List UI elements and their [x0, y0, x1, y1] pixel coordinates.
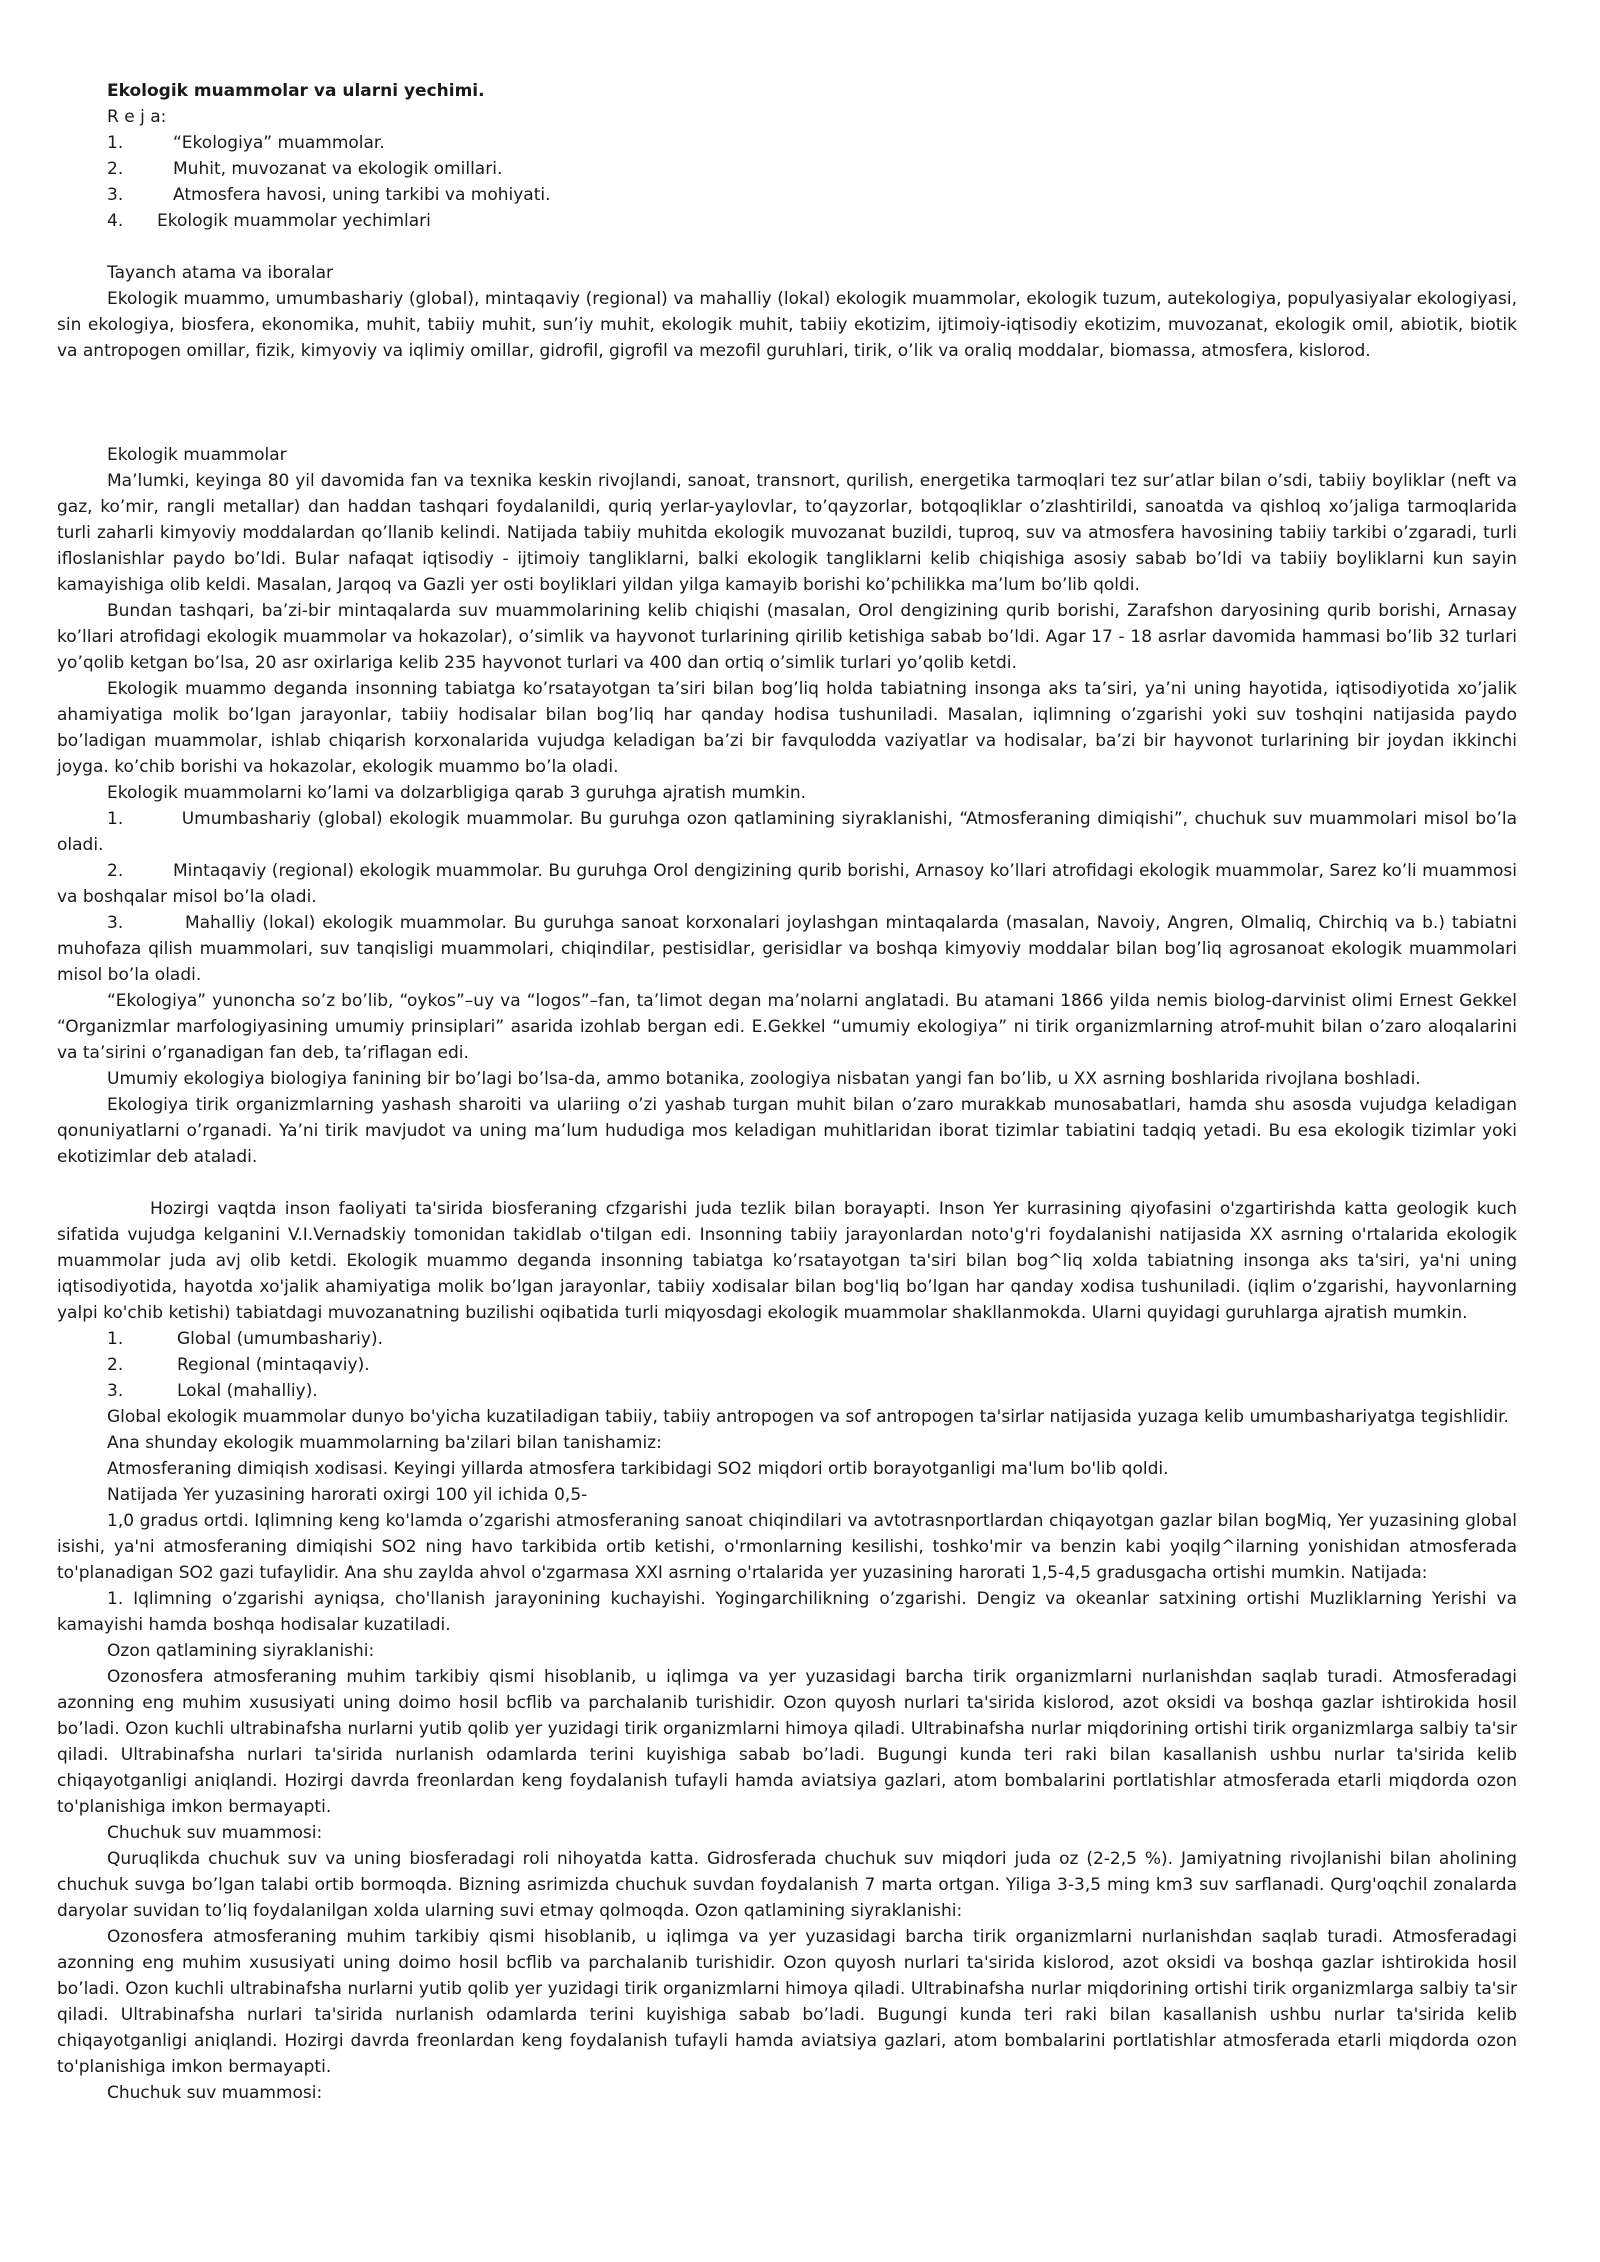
scale-item	[57, 1326, 1517, 1352]
paragraph: Ozonosfera atmosferaning muhim tarkibiy qismi hisoblanib, u iqlimga va yer yuzasidagi barcha tirik organizmlarni nurlanishdan saqlab turadi. Atmosferadagi azonning eng muhim xususiyati uning doimo hosil bcflib va parchalanib turishidir. Ozon quyosh nurlari ta'sirida kislorod, azot oksidi va boshqa gazlar ishtirokida hosil bo’ladi. Ozon kuchli ultrabinafsha nurlarni yutib qolib yer yuzidagi tirik organizmlarni himoya qiladi. Ultrabinafsha nurlar miqdorining ortishi tirik organizmlarga salbiy ta'sir qiladi. Ultrabinafsha nurlari ta'sirida nurlanish odamlarda terini kuyishiga sabab bo’ladi. Bugungi kunda teri raki bilan kasallanish ushbu nurlar ta'sirida kelib chiqayotganligi aniqlandi. Hozirgi davrda freonlardan keng foydalanish tufayli hamda aviatsiya gazlari, atom bombalarini portlatishlar atmosferada etarli miqdorda ozon to'planishiga imkon bermayapti.	[57, 1667, 1517, 1817]
paragraph: Ekologik muammo deganda insonning tabiatga ko’rsatayotgan ta’siri bilan bog’liq holda tabiatning insonga aks ta’siri, ya’ni uning hayotida, iqtisodiyotida xo’jalik ahamiyatiga molik bo’lgan jarayonlar, tabiiy hodisalar bilan bog’liq har qanday hodisa tushuniladi. Masalan, iqlimning o’zgarishi yoki suv toshqini natijasida paydo bo’ladigan muammolar, ishlab chiqarish korxonalarida vujudga keladigan ba’zi bir favqulodda vaziyatlar va hodisalar, ba’zi bir hayvonot turlarining bir joydan ikkinchi joyga. ko’chib borishi va hokazolar, ekologik muammo bo’la oladi.	[57, 679, 1517, 777]
scale-item-text: Lokal (mahalliy).	[177, 1381, 318, 1401]
paragraph: Ana shunday ekologik muammolarning ba'zilari bilan tanishamiz:	[107, 1433, 662, 1453]
reja-item-text: Muhit, muvozanat va ekologik omillari.	[173, 159, 503, 179]
reja-item-num: 2.	[107, 159, 124, 179]
reja-item-num: 1.	[107, 133, 124, 153]
scale-item	[57, 1378, 1517, 1404]
reja-label: R e j a:	[107, 107, 167, 127]
reja-item-num: 3.	[107, 185, 124, 205]
paragraph: 1. Iqlimning o’zgarishi ayniqsa, cho'llanish jarayonining kuchayishi. Yogingarchilikning o’zgarishi. Dengiz va okeanlar satxining ortishi Muzliklarning Yerishi va kamayishi hamda boshqa hodisalar kuzatiladi.	[57, 1589, 1517, 1635]
tayanch-text: Ekologik muammo, umumbashariy (global), mintaqaviy (regional) va mahalliy (lokal) ekologik muammolar, ekologik tuzum, autekologiya, populyasiyalar ekologiyasi, sin ekologiya, biosfera, ekonomika, muhit, tabiiy muhit, sun’iy muhit, ekologik muhit, tabiiy ekotizim, ijtimoiy-iqtisodiy ekotizim, muvozanat, ekologik omil, abiotik, biotik va antropogen omillar, fizik, kimyoviy va iqlimiy omillar, gidrofil, gigrofil va mezofil guruhlari, tirik, o’lik va oraliq moddalar, biomassa, atmosfera, kislorod.	[57, 289, 1517, 361]
reja-item	[57, 130, 1517, 156]
group-item	[57, 910, 1517, 988]
scale-item-num: 1.	[107, 1329, 124, 1349]
paragraph: Atmosferaning dimiqish xodisasi. Keyingi yillarda atmosfera tarkibidagi SO2 miqdori ortib borayotganligi ma'lum bo'lib qoldi.	[107, 1459, 1169, 1479]
group-item	[57, 806, 1517, 858]
paragraph: 1,0 gradus ortdi. Iqlimning keng ko'lamda o’zgarishi atmosferaning sanoat chiqindilari va avtotrasnportlardan chiqayotgan gazlar bilan bogMiq, Yer yuzasining global isishi, ya'ni atmosferaning dimiqishi SO2 ning havo tarkibida ortib ketishi, o'rmonlarning kesilishi, toshko'mir va benzin kabi yoqilg^ilarning yonishidan atmosferada to'planadigan SO2 gazi tufaylidir. Ana shu zaylda ahvol o'zgarmasa XXI asrning o'rtalarida yer yuzasining harorati 1,5-4,5 gradusgacha ortishi mumkin. Natijada:	[57, 1511, 1517, 1583]
paragraph: Ozonosfera atmosferaning muhim tarkibiy qismi hisoblanib, u iqlimga va yer yuzasidagi barcha tirik organizmlarni nurlanishdan saqlab turadi. Atmosferadagi azonning eng muhim xususiyati uning doimo hosil bcflib va parchalanib turishidir. Ozon quyosh nurlari ta'sirida kislorod, azot oksidi va boshqa gazlar ishtirokida hosil bo’ladi. Ozon kuchli ultrabinafsha nurlarni yutib qolib yer yuzidagi tirik organizmlarni himoya qiladi. Ultrabinafsha nurlar miqdorining ortishi tirik organizmlarga salbiy ta'sir qiladi. Ultrabinafsha nurlari ta'sirida nurlanish odamlarda terini kuyishiga sabab bo’ladi. Bugungi kunda teri raki bilan kasallanish ushbu nurlar ta'sirida kelib chiqayotganligi aniqlandi. Hozirgi davrda freonlardan keng foydalanish tufayli hamda aviatsiya gazlari, atom bombalarini portlatishlar atmosferada etarli miqdorda ozon to'planishiga imkon bermayapti.	[57, 1927, 1517, 2077]
group-item-num: 3.	[107, 913, 124, 933]
group-item	[57, 858, 1517, 910]
scale-item-num: 2.	[107, 1355, 124, 1375]
reja-item-num: 4.	[107, 211, 124, 231]
paragraph: Quruqlikda chuchuk suv va uning biosferadagi roli nihoyatda katta. Gidrosferada chuchuk suv miqdori juda oz (2-2,5 %). Jamiyatning rivojlanishi bilan aholining chuchuk suvga bo’lgan talabi ortib bormoqda. Bizning asrimizda chuchuk suvdan foydalanish 7 marta ortgan. Yiliga 3-3,5 ming km3 suv sarflanadi. Qurg'oqchil zonalarda daryolar suvidan to’liq foydalanilgan xolda ularning suvi etmay qolmoqda. Ozon qatlamining siyraklanishi:	[57, 1849, 1517, 1921]
paragraph: Hozirgi vaqtda inson faoliyati ta'sirida biosferaning cfzgarishi juda tezlik bilan borayapti. Inson Yer kurrasining qiyofasini o'zgartirishda katta geologik kuch sifatida vujudga kelganini V.I.Vernadskiy tomonidan takidlab o'tilgan edi. Insonning tabiiy jarayonlardan noto'g'ri foydalanishi natijasida XX asrning o'rtalarida ekologik muammolar juda avj olib ketdi. Ekologik muammo deganda insonning tabiatga ko’rsatayotgan ta'siri bilan bog^liq xolda tabiatning insonga aks ta'siri, ya'ni uning iqtisodiyotida, hayotda xo'jalik ahamiyatiga molik bo’lgan jarayonlar, tabiiy xodisalar bilan bog'liq bo’lgan har qanday xodisa tushuniladi. (iqlim o’zgarishi, hayvonlarning yalpi ko'chib ketishi) tabiatdagi muvozanatning buzilishi oqibatida turli miqyosdagi ekologik muammolar shakllanmokda. Ularni quyidagi guruhlarga ajratish mumkin.	[57, 1199, 1517, 1323]
paragraph: Ekologik muammolarni ko’lami va dolzarbligiga qarab 3 guruhga ajratish mumkin.	[107, 783, 806, 803]
group-item-text: Umumbashariy (global) ekologik muammolar. Bu guruhga ozon qatlamining siyraklanishi, “Atmosferaning dimiqishi”, chuchuk suv muammolari misol bo’la oladi.	[57, 809, 1518, 855]
reja-item	[57, 208, 1517, 234]
group-item-num: 2.	[107, 861, 124, 881]
group-item-text: Mintaqaviy (regional) ekologik muammolar. Bu guruhga Orol dengizining qurib borishi, Arnasoy ko’llari atrofidagi ekologik muammolar, Sarez ko’li muammosi va boshqalar misol bo’la oladi.	[57, 861, 1517, 907]
reja-item	[57, 182, 1517, 208]
paragraph: Global ekologik muammolar dunyo bo'yicha kuzatiladigan tabiiy, tabiiy antropogen va sof antropogen ta'sirlar natijasida yuzaga kelib umumbashariyatga tegishlidir.	[107, 1407, 1509, 1427]
scale-item-text: Global (umumbashariy).	[177, 1329, 384, 1349]
paragraph: “Ekologiya” yunoncha so’z bo’lib, “oykos”–uy va “logos”–fan, ta’limot degan ma’nolarni anglatadi. Bu atamani 1866 yilda nemis biolog-darvinist olimi Ernest Gekkel “Organizmlar marfologiyasining umumiy prinsiplari” asarida izohlab bergan edi. E.Gekkel “umumiy ekologiya” ni tirik organizmlarning atrof-muhit bilan o’zaro aloqalarini va ta’sirini o’rganadigan fan deb, ta’riflagan edi.	[57, 991, 1517, 1063]
paragraph: Ekologiya tirik organizmlarning yashash sharoiti va ulariing o’zi yashab turgan muhit bilan o’zaro murakkab munosabatlari, hamda shu asosda vujudga keladigan qonuniyatlarni o’rganadi. Ya’ni tirik mavjudot va uning ma’lum hududiga mos keladigan muhitlaridan iborat tizimlar tabiatini tadqiq yetadi. Bu esa ekologik tizimlar yoki ekotizimlar deb ataladi.	[57, 1095, 1517, 1167]
document-title: Ekologik muammolar va ularni yechimi.	[107, 81, 485, 101]
section-heading: Ekologik muammolar	[107, 445, 287, 465]
tayanch-heading: Tayanch atama va iboralar	[107, 263, 333, 283]
scale-item-text: Regional (mintaqaviy).	[177, 1355, 370, 1375]
paragraph: Natijada Yer yuzasining harorati oxirgi 100 yil ichida 0,5-	[107, 1485, 588, 1505]
ozon-heading: Ozon qatlamining siyraklanishi:	[107, 1641, 375, 1661]
suv-heading: Chuchuk suv muammosi:	[107, 2083, 323, 2103]
scale-item	[57, 1352, 1517, 1378]
paragraph: Umumiy ekologiya biologiya fanining bir bo’lagi bo’lsa-da, ammo botanika, zoologiya nisbatan yangi fan bo’lib, u XX asrning boshlarida rivojlana boshladi.	[107, 1069, 1421, 1089]
reja-item-text: Ekologik muammolar yechimlari	[157, 211, 431, 231]
scale-item-num: 3.	[107, 1381, 124, 1401]
document-page	[57, 78, 1517, 2106]
suv-heading: Chuchuk suv muammosi:	[107, 1823, 323, 1843]
paragraph: Ma’lumki, keyinga 80 yil davomida fan va texnika keskin rivojlandi, sanoat, transnort, qurilish, energetika tarmoqlari tez sur’atlar bilan o’sdi, tabiiy boyliklar (neft va gaz, ko’mir, rangli metallar) dan haddan tashqari foydalanildi, quriq yerlar-yaylovlar, to’qayzorlar, botqoqliklar o’zlashtirildi, sanoatda va qishloq xo’jaliga tarmoqlarida turli zaharli kimyoviy moddalardan qo’llanib kelindi. Natijada tabiiy muhitda ekologik muvozanat buzildi, tuproq, suv va atmosfera havosining tabiiy tarkibi o’zgaradi, turli ifloslanishlar paydo bo’ldi. Bular nafaqat iqtisodiy - ijtimoiy tangliklarni, balki ekologik tangliklarni kelib chiqishiga asosiy sabab bo’ldi va tabiiy boyliklarni kun sayin kamayishiga olib keldi. Masalan, Jarqoq va Gazli yer osti boyliklari yildan yilga kamayib borishi ko’pchilikka ma’lum bo’lib qoldi.	[57, 471, 1517, 595]
reja-item-text: Atmosfera havosi, uning tarkibi va mohiyati.	[173, 185, 551, 205]
reja-item	[57, 156, 1517, 182]
reja-item-text: “Ekologiya” muammolar.	[173, 133, 385, 153]
group-item-num: 1.	[107, 809, 124, 829]
paragraph: Bundan tashqari, ba’zi-bir mintaqalarda suv muammolarining kelib chiqishi (masalan, Orol dengizining qurib borishi, Zarafshon daryosining qurib borishi, Arnasay ko’llari atrofidagi ekologik muammolar va hokazolar), o’simlik va hayvonot turlarining qirilib ketishiga sabab bo’ldi. Agar 17 - 18 asrlar davomida hammasi bo’lib 32 turlari yo’qolib ketgan bo’lsa, 20 asr oxirlariga kelib 235 hayvonot turlari va 400 dan ortiq o’simlik turlari yo’qolib ketdi.	[57, 601, 1517, 673]
group-item-text: Mahalliy (lokal) ekologik muammolar. Bu guruhga sanoat korxonalari joylashgan mintaqalarda (masalan, Navoiy, Angren, Olmaliq, Chirchiq va b.) tabiatni muhofaza qilish muammolari, suv tanqisligi muammolari, chiqindilar, pestisidlar, gerisidlar va boshqa kimyoviy moddalar bilan bog’liq agrosanoat ekologik muammolari misol bo’la oladi.	[57, 913, 1517, 985]
